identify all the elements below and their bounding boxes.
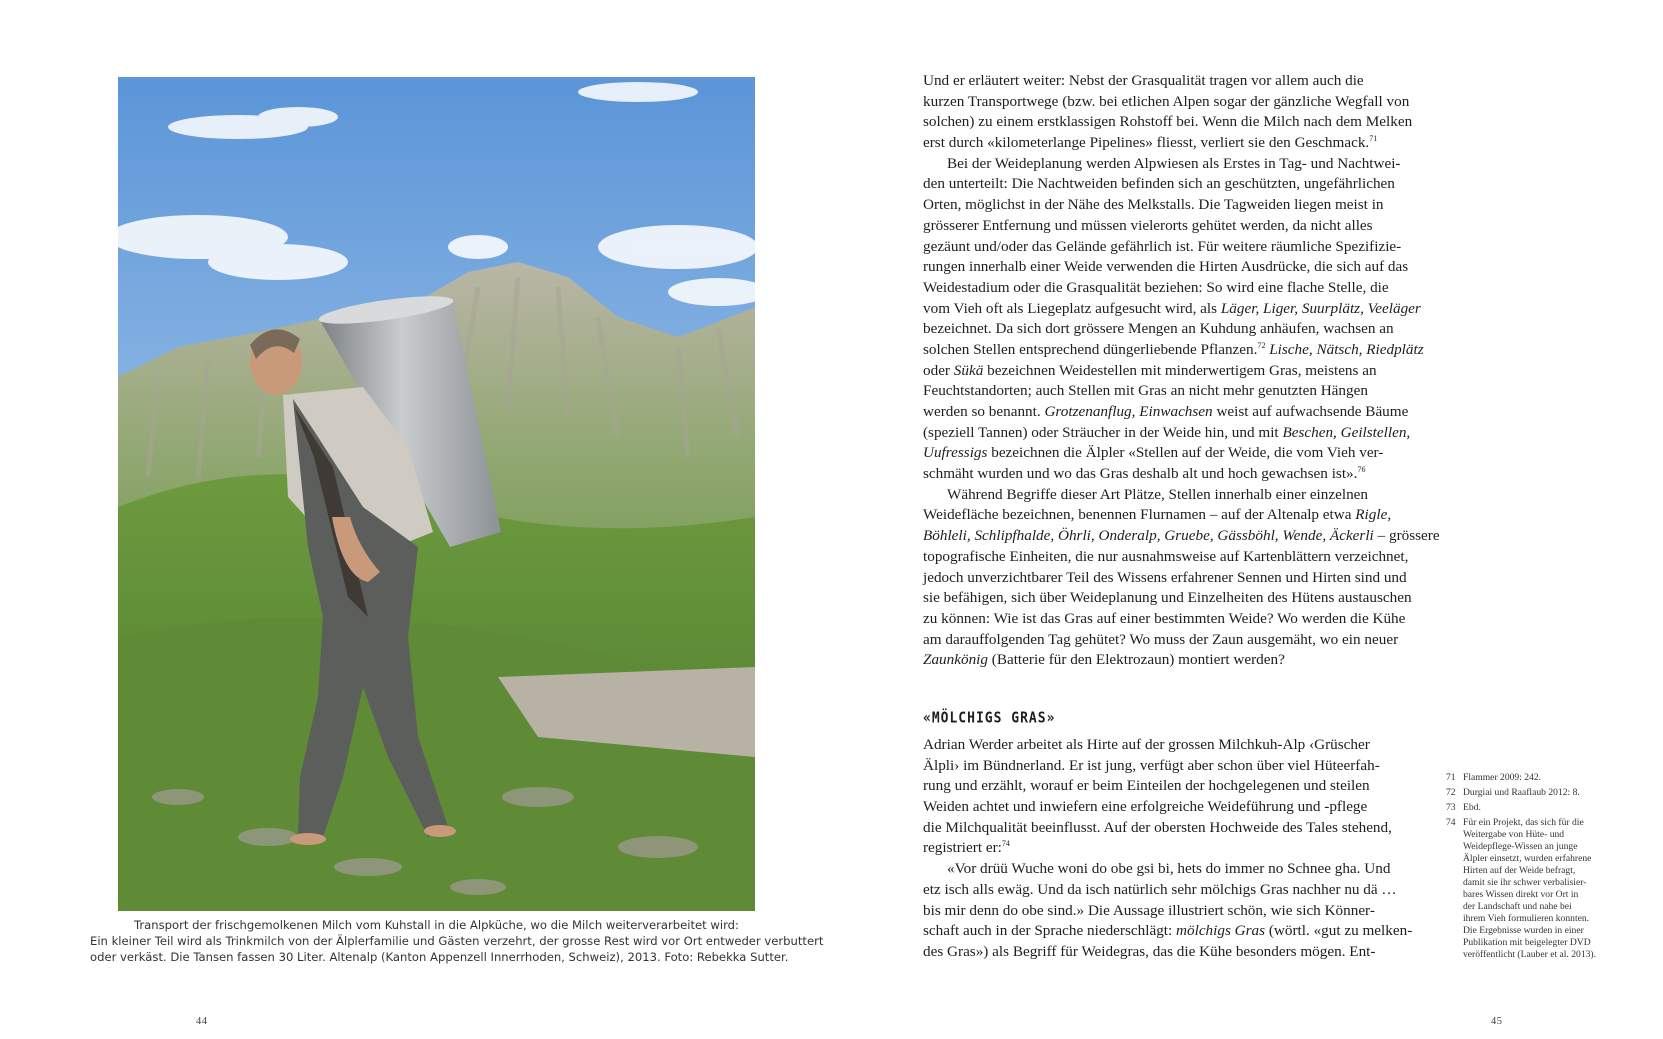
footnote-text: ihrem Vieh formulieren konnten. [1463,913,1590,924]
footnote-text: bares Wissen direkt vor Ort in [1463,889,1579,900]
text-line: Älpli› im Bündnerland. Er ist jung, verfügt aber schon über viel Hüteerfah- [923,756,1380,774]
footnote-text: damit sie ihr schwer verbalisier- [1463,877,1587,888]
footnote-74 [1446,817,1626,961]
footnote-text: Durgiai und Raaflaub 2012: 8. [1463,787,1580,798]
text-line: am darauffolgenden Tag gehütet? Wo muss der Zaun ausgemäht, wo ein neuer [923,630,1399,648]
text-line: Feuchtstandorten; auch Stellen mit Gras an nicht mehr genutzten Hängen [923,382,1368,400]
section-heading: «MÖLCHIGS GRAS» [923,710,1056,728]
footnote-text: Weidepflege-Wissen an junge [1463,841,1578,852]
text-line: Weidestadium oder die Grasqualität beziehen: So wird eine flache Stelle, die [923,278,1389,296]
page-number-right: 45 [1491,1016,1503,1027]
text-line: vom Vieh oft als Liegeplatz aufgesucht wird, als Läger, Liger, Suurplätz, Veeläger [923,299,1421,317]
text-line: etz isch alls ewäg. Und da isch natürlich sehr mölchigs Gras nachher nu dä … [923,880,1397,898]
text-line: (speziell Tannen) oder Sträucher in der Weide hin, und mit Beschen, Geilstellen, [923,423,1411,441]
text-line: Orten, möglichst in der Nähe des Melkstalls. Die Tagweiden liegen meist in [923,196,1384,214]
text-line: Weidefläche bezeichnen, benennen Flurnamen – auf der Altenalp etwa Rigle, [923,506,1392,524]
text-line: Adrian Werder arbeitet als Hirte auf der grossen Milchkuh-Alp ‹Grüscher [923,736,1370,753]
text-line: gezäunt und/oder das Gelände gefährlich ist. Für weitere räumliche Spezifizie- [923,237,1402,255]
text-line: «Vor drüü Wuche woni do obe gsi bi, hets do immer no Schnee gha. Und [947,860,1391,878]
footnote-text: veröffentlicht (Lauber et al. 2013). [1463,949,1597,960]
text-line: Böhleli, Schlipfhalde, Öhrli, Onderalp, Gruebe, Gässböhl, Wende, Äckerli – grössere [923,527,1440,545]
footnote-73 [1446,802,1626,814]
text-line: sie befähigen, sich über Weideplanung und Einzelheiten des Hütens austauschen [923,589,1412,607]
footnote-71 [1446,772,1626,784]
footnote-number: 74 [1446,817,1456,828]
text-line: jedoch unverzichtbarer Teil des Wissens erfahrener Sennen und Hirten sind und [923,568,1407,586]
photo-illustration [118,77,755,911]
text-line: des Gras») als Begriff für Weidegras, das die Kühe besonders mögen. Ent- [923,942,1376,960]
text-line: kurzen Transportwege (bzw. bei etlichen Alpen sogar der gänzliche Wegfall von [923,92,1410,110]
text-line: Und er erläutert weiter: Nebst der Grasqualität tragen vor allem auch die [923,72,1364,89]
text-line: Zaunkönig (Batterie für den Elektrozaun) montiert werden? [923,651,1285,669]
footnote-number: 71 [1446,772,1456,783]
text-line: registriert er:$^{74}$ [923,839,1010,857]
caption-line: Transport der frischgemolkenen Milch vom Kuhstall in die Alpküche, wo die Milch weiterverarbeitet wird: [134,918,739,932]
text-line: werden so benannt. Grotzenanflug, Einwachsen weist auf aufwachsende Bäume [923,403,1409,420]
footnote-text: Älpler einsetzt, wurden erfahrene [1463,853,1592,864]
text-line: erst durch «kilometerlange Pipelines» fliesst, verliert sie den Geschmack.$^{71}$ [923,134,1378,152]
footnote-text: der Landschaft und nahe bei [1463,901,1572,912]
footnote-text: Weitergabe von Hüte- und [1463,829,1565,840]
footnote-ref: 76 [1357,465,1366,474]
caption-line: oder verkäst. Die Tansen fassen 30 Liter. Altenalp (Kanton Appenzell Innerrhoden, Schweiz), 2013. Foto: Rebekka Sutter. [90,950,789,964]
text-line: Bei der Weideplanung werden Alpwiesen als Erstes in Tag- und Nachtwei- [947,154,1401,172]
text-line: den unterteilt: Die Nachtweiden befinden sich an geschützten, ungefährlichen [923,175,1395,193]
footnote-text: Ebd. [1463,802,1481,813]
footnote-number: 73 [1446,802,1456,813]
photo-alp-milk-transport [118,77,755,911]
footnotes [1446,772,1626,964]
text-line: Weiden achtet und inwiefern eine erfolgreiche Weideführung und -pflege [923,798,1368,816]
text-line: rung und erzählt, worauf er beim Einteilen der hochgelegenen und steilen [923,777,1370,795]
text-line: bis mir denn do obe sind.» Die Aussage illustriert schön, wie sich Könner- [923,901,1375,919]
text-line: solchen Stellen entsprechend düngerliebende Pflanzen.$^{72}$ Lische, Nätsch, Riedplätz [923,340,1424,358]
text-line: zu können: Wie ist das Gras auf einer bestimmten Weide? Wo werden die Kühe [923,609,1406,627]
body-text-block-2 [923,735,1443,963]
body-text-block-1 [923,71,1443,671]
footnote-number: 72 [1446,787,1456,798]
text-line: Während Begriffe dieser Art Plätze, Stellen innerhalb einer einzelnen [947,485,1368,503]
text-line: die Milchqualität beeinflusst. Auf der obersten Hochweide des Tales stehend, [923,818,1392,836]
photo-caption [90,917,824,965]
footnote-ref: 71 [1369,134,1378,143]
text-line: topografische Einheiten, die nur ausnahmsweise auf Kartenblättern verzeichnet, [923,547,1409,565]
text-line: rungen innerhalb einer Weide verwenden die Hirten Ausdrücke, die sich auf das [923,258,1409,276]
text-line: oder Sükä bezeichnen Weidestellen mit minderwertigem Gras, meistens an [923,361,1377,379]
text-line: schaft auch in der Sprache niederschlägt: mölchigs Gras (wörtl. «gut zu melken- [923,922,1413,940]
text-line: schmäht wurden und wo das Gras deshalb alt und hoch gewachsen ist».$^{76}$ [923,465,1366,483]
footnote-72 [1446,787,1626,799]
footnote-text: Für ein Projekt, das sich für die [1463,817,1584,828]
footnote-text: Publikation mit beigelegter DVD [1463,937,1591,948]
caption-line: Ein kleiner Teil wird als Trinkmilch von der Älplerfamilie und Gästen verzehrt, der grosse Rest wird vor Ort entweder verbuttert [90,934,824,948]
text-line: grösserer Entfernung und müssen vielerorts gehütet werden, da nicht alles [923,216,1373,234]
footnote-ref: 72 [1257,340,1266,350]
footnote-text: Flammer 2009: 242. [1463,772,1542,783]
text-line: bezeichnet. Da sich dort grössere Mengen an Kuhdung anhäufen, wachsen an [923,320,1394,338]
footnote-text: Die Ergebnisse wurden in einer [1463,925,1584,936]
text-line: Uufressigs bezeichnen die Älpler «Stellen auf der Weide, die vom Vieh ver- [923,444,1384,462]
footnote-text: Hirten auf der Weide befragt, [1463,865,1576,876]
page-number-left: 44 [196,1016,208,1027]
text-line: solchen) zu einem erstklassigen Rohstoff bei. Wenn die Milch nach dem Melken [923,113,1413,131]
footnote-ref: 74 [1001,839,1010,849]
